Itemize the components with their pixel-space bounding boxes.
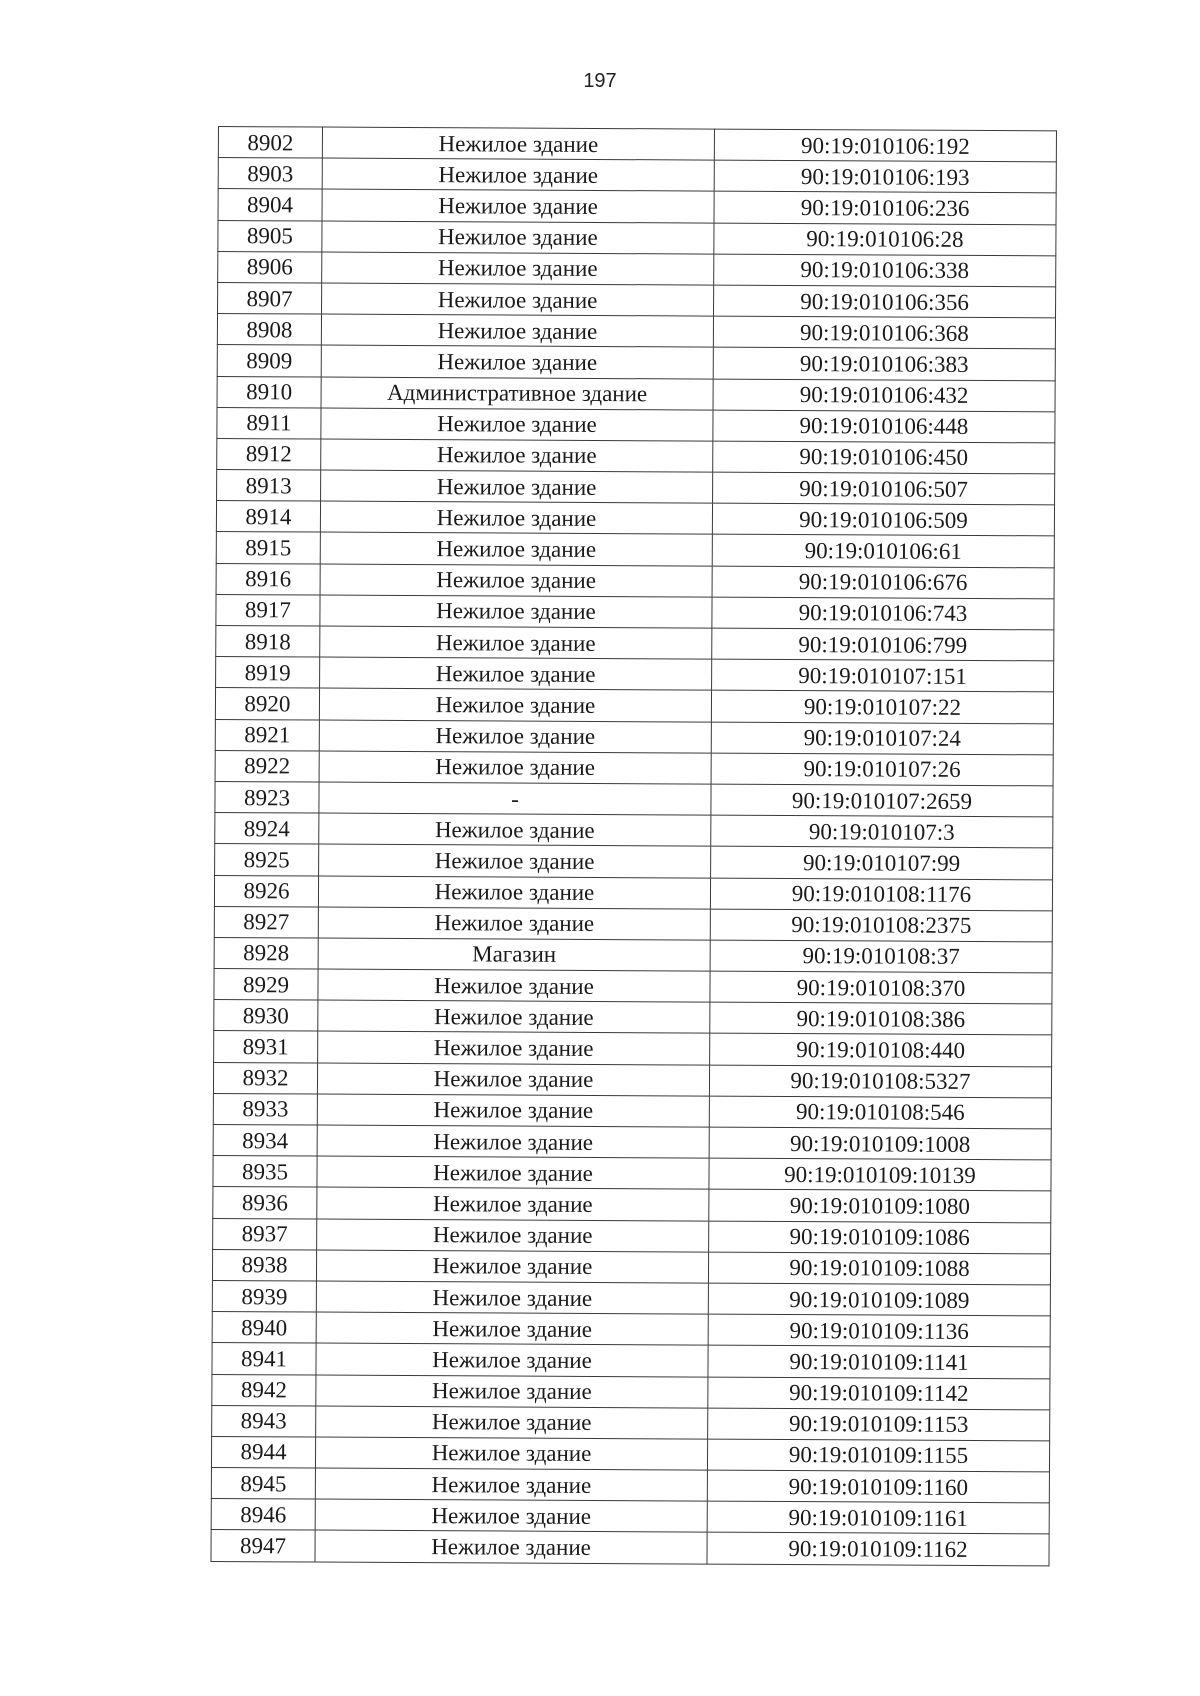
object-name-cell: Нежилое здание [318, 1000, 710, 1033]
table-row [215, 719, 1053, 755]
table-row [214, 1031, 1052, 1067]
row-number-cell: 8936 [213, 1187, 317, 1219]
table-row [212, 1312, 1050, 1348]
table-row [216, 501, 1054, 537]
object-name-cell: Нежилое здание [322, 127, 714, 160]
cadastral-number-cell: 90:19:010106:507 [713, 472, 1055, 505]
object-name-cell: Нежилое здание [315, 1530, 707, 1563]
row-number-cell: 8904 [218, 189, 322, 221]
cadastral-number-cell: 90:19:010106:61 [712, 535, 1054, 568]
cadastral-number-cell: 90:19:010106:356 [714, 285, 1056, 318]
table-row [213, 1062, 1051, 1098]
object-name-cell: Нежилое здание [322, 221, 714, 254]
table-row [212, 1249, 1050, 1285]
table-row [212, 1405, 1050, 1441]
table-row [213, 1218, 1051, 1254]
row-number-cell: 8925 [215, 844, 319, 876]
row-number-cell: 8929 [214, 969, 318, 1001]
cadastral-number-cell: 90:19:010107:22 [711, 690, 1053, 723]
row-number-cell: 8946 [211, 1499, 315, 1531]
object-name-cell: Нежилое здание [320, 626, 712, 659]
object-name-cell: Административное здание [321, 377, 713, 410]
row-number-cell: 8945 [211, 1468, 315, 1500]
object-name-cell: - [319, 782, 711, 815]
object-name-cell: Нежилое здание [319, 720, 711, 753]
row-number-cell: 8905 [218, 220, 322, 252]
cadastral-number-cell: 90:19:010106:368 [713, 316, 1055, 349]
cadastral-number-cell: 90:19:010109:10139 [709, 1158, 1051, 1191]
object-name-cell: Нежилое здание [321, 314, 713, 347]
cadastral-number-cell: 90:19:010106:338 [714, 254, 1056, 287]
cadastral-number-cell: 90:19:010109:1162 [707, 1533, 1049, 1566]
object-name-cell: Нежилое здание [319, 844, 711, 877]
row-number-cell: 8922 [215, 750, 319, 782]
table-row [211, 1499, 1049, 1535]
cadastral-number-cell: 90:19:010108:1176 [710, 878, 1052, 911]
table-row [212, 1343, 1050, 1379]
object-name-cell: Нежилое здание [316, 1281, 708, 1314]
table-row [212, 1280, 1050, 1316]
object-name-cell: Нежилое здание [322, 283, 714, 316]
table-row [213, 1156, 1051, 1192]
table-row [215, 688, 1053, 724]
row-number-cell: 8916 [216, 563, 320, 595]
row-number-cell: 8912 [217, 438, 321, 470]
cadastral-number-cell: 90:19:010106:450 [713, 441, 1055, 474]
cadastral-number-cell: 90:19:010107:24 [711, 722, 1053, 755]
page-number: 197 [583, 70, 617, 92]
cadastral-number-cell: 90:19:010107:26 [711, 753, 1053, 786]
row-number-cell: 8942 [212, 1374, 316, 1406]
cadastral-number-cell: 90:19:010109:1080 [709, 1189, 1051, 1222]
row-number-cell: 8906 [218, 251, 322, 283]
cadastral-number-cell: 90:19:010109:1142 [708, 1377, 1050, 1410]
row-number-cell: 8920 [215, 688, 319, 720]
row-number-cell: 8927 [214, 906, 318, 938]
cadastral-number-cell: 90:19:010109:1153 [708, 1408, 1050, 1441]
table-row [217, 470, 1055, 506]
row-number-cell: 8915 [216, 532, 320, 564]
row-number-cell: 8913 [217, 470, 321, 502]
table-row [216, 563, 1054, 599]
object-name-cell: Нежилое здание [316, 1343, 708, 1376]
row-number-cell: 8924 [215, 813, 319, 845]
object-name-cell: Нежилое здание [322, 189, 714, 222]
cadastral-number-cell: 90:19:010107:99 [711, 846, 1053, 879]
row-number-cell: 8914 [216, 501, 320, 533]
cadastral-number-cell: 90:19:010107:151 [712, 659, 1054, 692]
cadastral-number-cell: 90:19:010109:1088 [708, 1252, 1050, 1285]
object-name-cell: Нежилое здание [318, 1031, 710, 1064]
table-row [214, 1000, 1052, 1036]
object-name-cell: Нежилое здание [317, 1094, 709, 1127]
table-row [211, 1530, 1049, 1566]
table-row [212, 1374, 1050, 1410]
row-number-cell: 8932 [213, 1062, 317, 1094]
cadastral-number-cell: 90:19:010106:743 [712, 597, 1054, 630]
table-row [217, 376, 1055, 412]
row-number-cell: 8947 [211, 1530, 315, 1562]
cadastral-number-cell: 90:19:010108:5327 [709, 1065, 1051, 1098]
object-name-cell: Нежилое здание [315, 1499, 707, 1532]
object-name-cell: Нежилое здание [322, 158, 714, 191]
cadastral-number-cell: 90:19:010106:236 [714, 191, 1056, 224]
object-name-cell: Нежилое здание [318, 969, 710, 1002]
row-number-cell: 8941 [212, 1343, 316, 1375]
table-row [216, 532, 1054, 568]
table-row [217, 314, 1055, 350]
row-number-cell: 8935 [213, 1156, 317, 1188]
object-name-cell: Нежилое здание [320, 564, 712, 597]
row-number-cell: 8909 [217, 345, 321, 377]
table-row [216, 625, 1054, 661]
row-number-cell: 8934 [213, 1124, 317, 1156]
cadastral-number-cell: 90:19:010108:546 [709, 1096, 1051, 1129]
table-row [218, 127, 1056, 163]
table-row [214, 906, 1052, 942]
table-row [211, 1468, 1049, 1504]
table-row [215, 781, 1053, 817]
table-row [217, 438, 1055, 474]
object-name-cell: Нежилое здание [321, 470, 713, 503]
cadastral-number-cell: 90:19:010106:509 [712, 503, 1054, 536]
row-number-cell: 8926 [214, 875, 318, 907]
object-name-cell: Нежилое здание [318, 907, 710, 940]
cadastral-number-cell: 90:19:010108:440 [710, 1034, 1052, 1067]
table-row [214, 875, 1052, 911]
row-number-cell: 8902 [218, 127, 322, 159]
table-row [217, 407, 1055, 443]
object-name-cell: Нежилое здание [320, 532, 712, 565]
table-row [215, 813, 1053, 849]
object-name-cell: Нежилое здание [320, 501, 712, 534]
table-row [213, 1093, 1051, 1129]
row-number-cell: 8939 [212, 1280, 316, 1312]
row-number-cell: 8937 [213, 1218, 317, 1250]
object-name-cell: Нежилое здание [316, 1312, 708, 1345]
row-number-cell: 8923 [215, 781, 319, 813]
object-name-cell: Нежилое здание [316, 1375, 708, 1408]
cadastral-number-cell: 90:19:010109:1141 [708, 1345, 1050, 1378]
object-name-cell: Нежилое здание [317, 1219, 709, 1252]
table-row [213, 1124, 1051, 1160]
object-name-cell: Нежилое здание [316, 1250, 708, 1283]
cadastral-number-cell: 90:19:010106:799 [712, 628, 1054, 661]
object-name-cell: Нежилое здание [321, 345, 713, 378]
object-name-cell: Нежилое здание [321, 439, 713, 472]
cadastral-number-cell: 90:19:010106:676 [712, 566, 1054, 599]
row-number-cell: 8933 [213, 1093, 317, 1125]
row-number-cell: 8911 [217, 407, 321, 439]
cadastral-number-cell: 90:19:010108:370 [710, 971, 1052, 1004]
object-name-cell: Нежилое здание [319, 813, 711, 846]
table-row [218, 251, 1056, 287]
row-number-cell: 8908 [217, 314, 321, 346]
row-number-cell: 8907 [218, 282, 322, 314]
table-row [218, 158, 1056, 194]
cadastral-number-cell: 90:19:010108:37 [710, 940, 1052, 973]
row-number-cell: 8940 [212, 1312, 316, 1344]
object-name-cell: Магазин [318, 938, 710, 971]
cadastral-number-cell: 90:19:010109:1008 [709, 1127, 1051, 1160]
cadastral-number-cell: 90:19:010106:448 [713, 410, 1055, 443]
row-number-cell: 8944 [211, 1436, 315, 1468]
cadastral-number-cell: 90:19:010108:386 [710, 1002, 1052, 1035]
cadastral-number-cell: 90:19:010109:1160 [707, 1470, 1049, 1503]
cadastral-number-cell: 90:19:010106:192 [714, 129, 1056, 162]
cadastral-number-cell: 90:19:010109:1155 [707, 1439, 1049, 1472]
cadastral-number-cell: 90:19:010109:1086 [709, 1221, 1051, 1254]
object-name-cell: Нежилое здание [316, 1406, 708, 1439]
cadastral-number-cell: 90:19:010106:432 [713, 379, 1055, 412]
table-row [215, 750, 1053, 786]
row-number-cell: 8917 [216, 594, 320, 626]
object-name-cell: Нежилое здание [317, 1063, 709, 1096]
object-name-cell: Нежилое здание [317, 1125, 709, 1158]
cadastral-number-cell: 90:19:010109:1161 [707, 1501, 1049, 1534]
object-name-cell: Нежилое здание [319, 688, 711, 721]
row-number-cell: 8919 [216, 657, 320, 689]
table-row [214, 937, 1052, 973]
row-number-cell: 8943 [212, 1405, 316, 1437]
object-name-cell: Нежилое здание [322, 252, 714, 285]
row-number-cell: 8931 [214, 1031, 318, 1063]
cadastral-number-cell: 90:19:010107:2659 [711, 784, 1053, 817]
row-number-cell: 8930 [214, 1000, 318, 1032]
table-row [211, 1436, 1049, 1472]
row-number-cell: 8918 [216, 625, 320, 657]
table-row [216, 657, 1054, 693]
object-name-cell: Нежилое здание [315, 1437, 707, 1470]
object-name-cell: Нежилое здание [317, 1187, 709, 1220]
object-name-cell: Нежилое здание [320, 595, 712, 628]
row-number-cell: 8910 [217, 376, 321, 408]
row-number-cell: 8928 [214, 937, 318, 969]
row-number-cell: 8903 [218, 158, 322, 190]
cadastral-number-cell: 90:19:010108:2375 [710, 909, 1052, 942]
cadastral-number-cell: 90:19:010109:1136 [708, 1314, 1050, 1347]
cadastral-number-cell: 90:19:010106:193 [714, 160, 1056, 193]
object-name-cell: Нежилое здание [318, 876, 710, 909]
table-row [214, 969, 1052, 1005]
cadastral-number-cell: 90:19:010106:383 [713, 347, 1055, 380]
object-name-cell: Нежилое здание [320, 657, 712, 690]
table-row [216, 594, 1054, 630]
table-row [215, 844, 1053, 880]
object-name-cell: Нежилое здание [315, 1468, 707, 1501]
table-row [218, 189, 1056, 225]
cadastral-number-cell: 90:19:010109:1089 [708, 1283, 1050, 1316]
row-number-cell: 8938 [212, 1249, 316, 1281]
cadastral-number-cell: 90:19:010107:3 [711, 815, 1053, 848]
table-row [213, 1187, 1051, 1223]
object-name-cell: Нежилое здание [317, 1156, 709, 1189]
object-name-cell: Нежилое здание [321, 408, 713, 441]
object-name-cell: Нежилое здание [319, 751, 711, 784]
row-number-cell: 8921 [215, 719, 319, 751]
table-row [218, 220, 1056, 256]
cadastral-number-cell: 90:19:010106:28 [714, 223, 1056, 256]
property-registry-table [210, 126, 1057, 1566]
table-row [218, 282, 1056, 318]
table-body [211, 127, 1057, 1566]
table-row [217, 345, 1055, 381]
